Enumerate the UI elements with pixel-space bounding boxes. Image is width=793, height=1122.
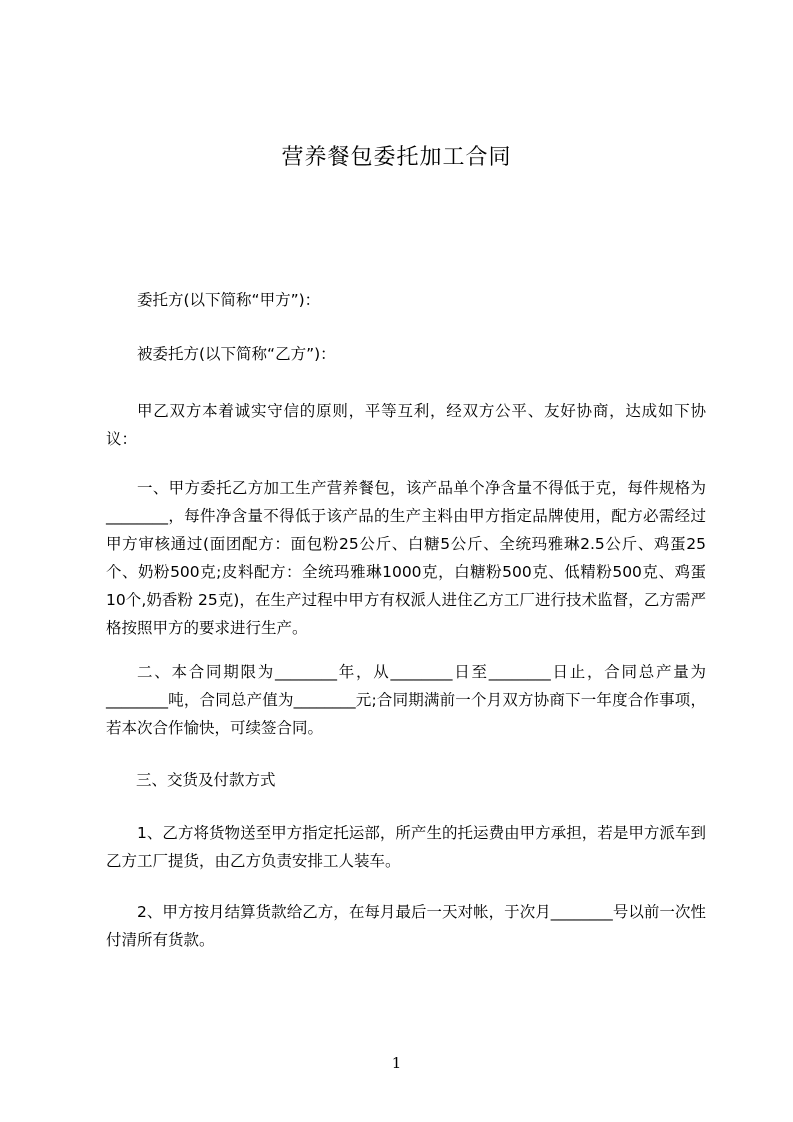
client-party-line: 委托方(以下简称“甲方”)：	[137, 291, 321, 309]
clause-2-contract-period: 二、本合同期限为________年，从________日至________日止，合同总产量为________吨，合同总产值为________元;合同期满前一个月双方协商下一年度合作事项，若本次合作愉快，可续签合同。	[106, 663, 706, 737]
agreement-intro: 甲乙双方本着诚实守信的原则，平等互利，经双方公平、友好协商，达成如下协议：	[106, 402, 706, 448]
clause-3-heading: 三、交货及付款方式	[136, 771, 276, 789]
clause-3-payment-item: 2、甲方按月结算货款给乙方，在每月最后一天对帐，于次月________号以前一次性付清所有货款。	[106, 903, 706, 949]
clause-1-production-terms: 一、甲方委托乙方加工生产营养餐包，该产品单个净含量不得低于克，每件规格为________，每件净含量不得低于该产品的生产主料由甲方指定品牌使用，配方必需经过甲方审核通过(面团配方：面包粉25公斤、白糖5公斤、全统玛雅琳2.5公斤、鸡蛋25个、奶粉500克;皮料配方：全统玛雅琳1000克，白糖粉500克、低精粉500克、鸡蛋 10个,奶香粉 25克)，在生产过程中甲方有权派人进住乙方工厂进行技术监督，乙方需严格按照甲方的要求进行生产。	[106, 479, 706, 637]
page-number: 1	[391, 1054, 402, 1072]
contractor-party-line: 被委托方(以下简称“乙方”)：	[137, 345, 336, 363]
clause-3-delivery-item: 1、乙方将货物送至甲方指定托运部，所产生的托运费由甲方承担，若是甲方派车到乙方工厂提货，由乙方负责安排工人装车。	[106, 824, 706, 870]
document-title: 营养餐包委托加工合同	[281, 145, 512, 170]
